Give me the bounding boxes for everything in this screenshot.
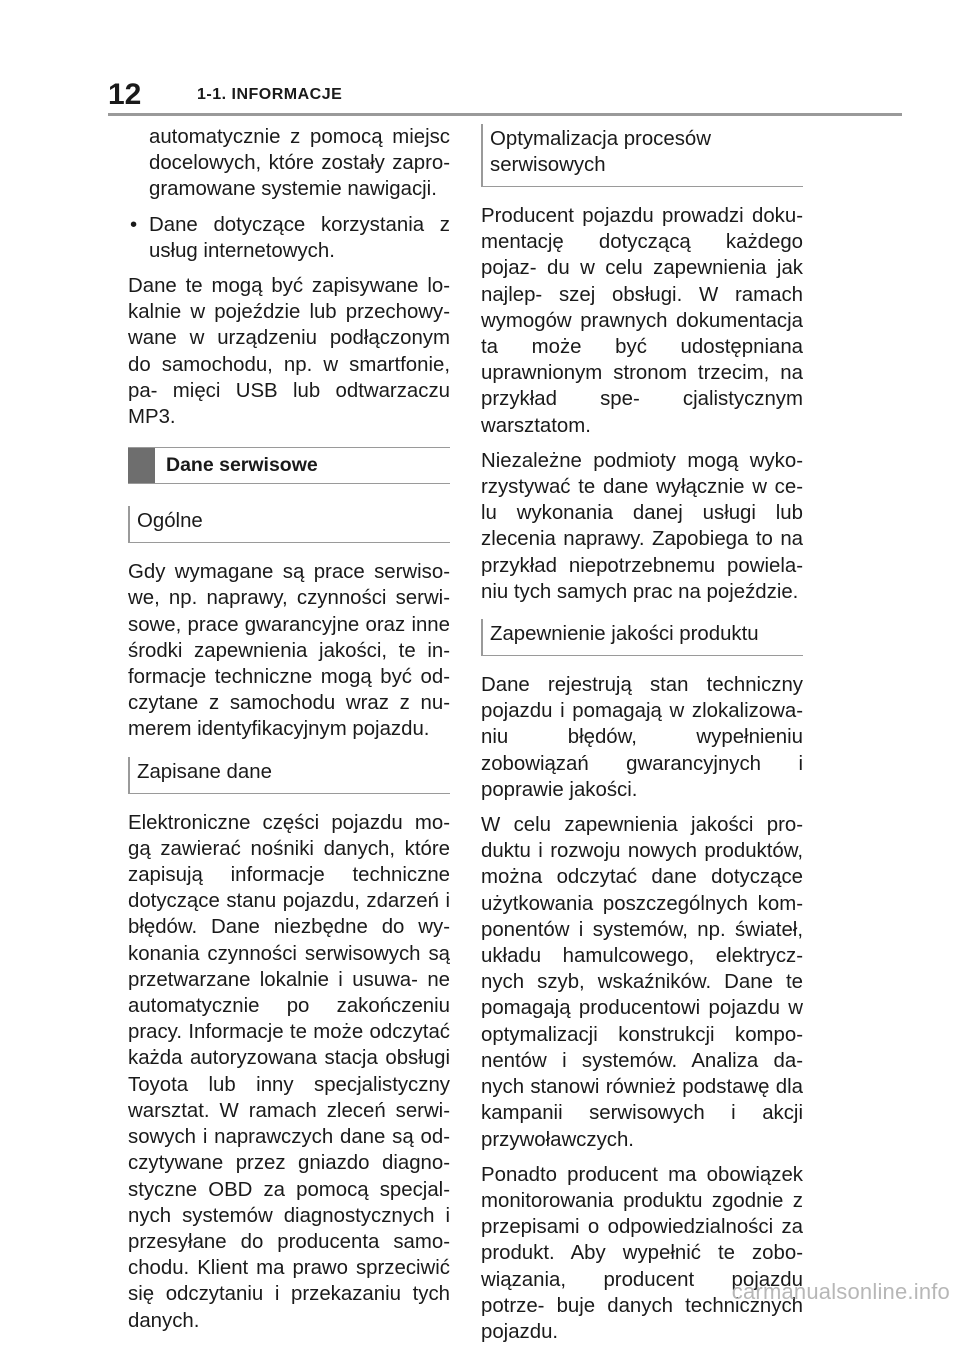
right-column	[481, 124, 803, 1354]
section-header: 1-1. INFORMACJE	[197, 86, 343, 103]
heading-bar-block	[128, 448, 155, 483]
continued-text: automatycznie z pomocą miejsc docelowych, które zostały zapro- gramowane systemie nawigacji.	[149, 126, 450, 201]
left-column	[128, 124, 450, 1343]
paragraph-quality-1: Dane rejestrują stan techniczny pojazdu i pomagają w zlokalizowa- niu błędów, wypełnieniu zobowiązań gwarancyjnych i poprawie jakości.	[481, 674, 803, 801]
bullet-text: Dane dotyczące korzystania z usług internetowych.	[149, 213, 450, 262]
paragraph-saved-data: Elektroniczne części pojazdu mo- gą zawierać nośniki danych, które zapisują informacje techniczne dotyczące stanu pojazdu, zdarzeń i błędów. Dane niezbędne do wy- konania czynności serwisowych są przetwarzane lokalnie i usuwa- ne automatycznie po zakończeniu pracy. Informacje te może odczytać każda autoryzowana stacja obsługi Toyota lub inny specjalistyczny warsztat. W ramach zleceń serwi- sowych i naprawczych dane są od- czytywane przez gniazdo diagno- styczne OBD za pomocą specjal- nych systemów diagnostycznych i przesyłane do producenta samo- chodu. Klient ma prawo sprzeciwić się odczytaniu i przekazaniu tych danych.	[128, 811, 450, 1332]
watermark: carmanualsonline.info	[731, 1279, 950, 1304]
heading-service-data-label: Dane serwisowe	[166, 454, 318, 477]
subheading-optimization: Optymalizacja procesów serwisowych	[481, 124, 803, 187]
paragraph-optimization-2: Niezależne podmioty mogą wyko- rzystywać te dane wyłącznie w ce- lu wykonania danej usługi lub zlecenia naprawy. Zapobiega to na przykład niepotrzebnemu powiela- niu tych samych prac na pojeździe.	[481, 449, 803, 603]
page-number: 12	[108, 78, 142, 111]
bullet-mark: •	[130, 213, 138, 236]
paragraph-quality-2: W celu zapewnienia jakości pro- duktu i rozwoju nowych produktów, można odczytać dane dotyczące użytkowania poszczególnych kom- ponentów i systemów, np. świateł, układu hamulcowego, elektrycz- nych szyb, wskaźników. Dane te pomagają producentowi pojazdu w optymalizacji konstrukcji kompo- nentów i systemów. Analiza da- nych stanowi również podstawę dla kampanii serwisowych i akcji przywoławczych.	[481, 814, 803, 1151]
subheading-quality: Zapewnienie jakości produktu	[481, 619, 803, 656]
header-rule	[108, 113, 902, 116]
subheading-saved-data: Zapisane dane	[128, 757, 450, 794]
paragraph-quality-3: Ponadto producent ma obowiązek monitorowania produktu zgodnie z przepisami o odpowiedzialności za produkt. Aby wypełnić te zobo- wiązania, producent pojazdu potrze- buje danych technicznych pojazdu.	[481, 1163, 803, 1343]
heading-service-data	[128, 447, 450, 484]
paragraph-optimization-1: Producent pojazdu prowadzi doku- mentację dotyczącą każdego pojaz- du w celu zapewnienia jak najlep- szej obsługi. W ramach wymogów prawnych dokumentacja ta może być udostępniana uprawnionym stronom trzecim, na przykład spe- cjalistycznym warsztatom.	[481, 205, 803, 437]
bullet-item	[128, 212, 450, 264]
subheading-general: Ogólne	[128, 506, 450, 543]
paragraph-general: Gdy wymagane są prace serwiso- we, np. naprawy, czynności serwi- sowe, prace gwarancyjne oraz inne środki zapewnienia jakości, te in- formacje techniczne mogą być od- czytane z samochodu wraz z nu- merem identyfikacyjnym pojazdu.	[128, 561, 450, 741]
paragraph-storage: Dane te mogą być zapisywane lo- kalnie w pojeździe lub przechowy- wane w urządzeniu podłączonym do samochodu, np. w smartfonie, pa- mięci USB lub odtwarzaczu MP3.	[128, 275, 450, 429]
